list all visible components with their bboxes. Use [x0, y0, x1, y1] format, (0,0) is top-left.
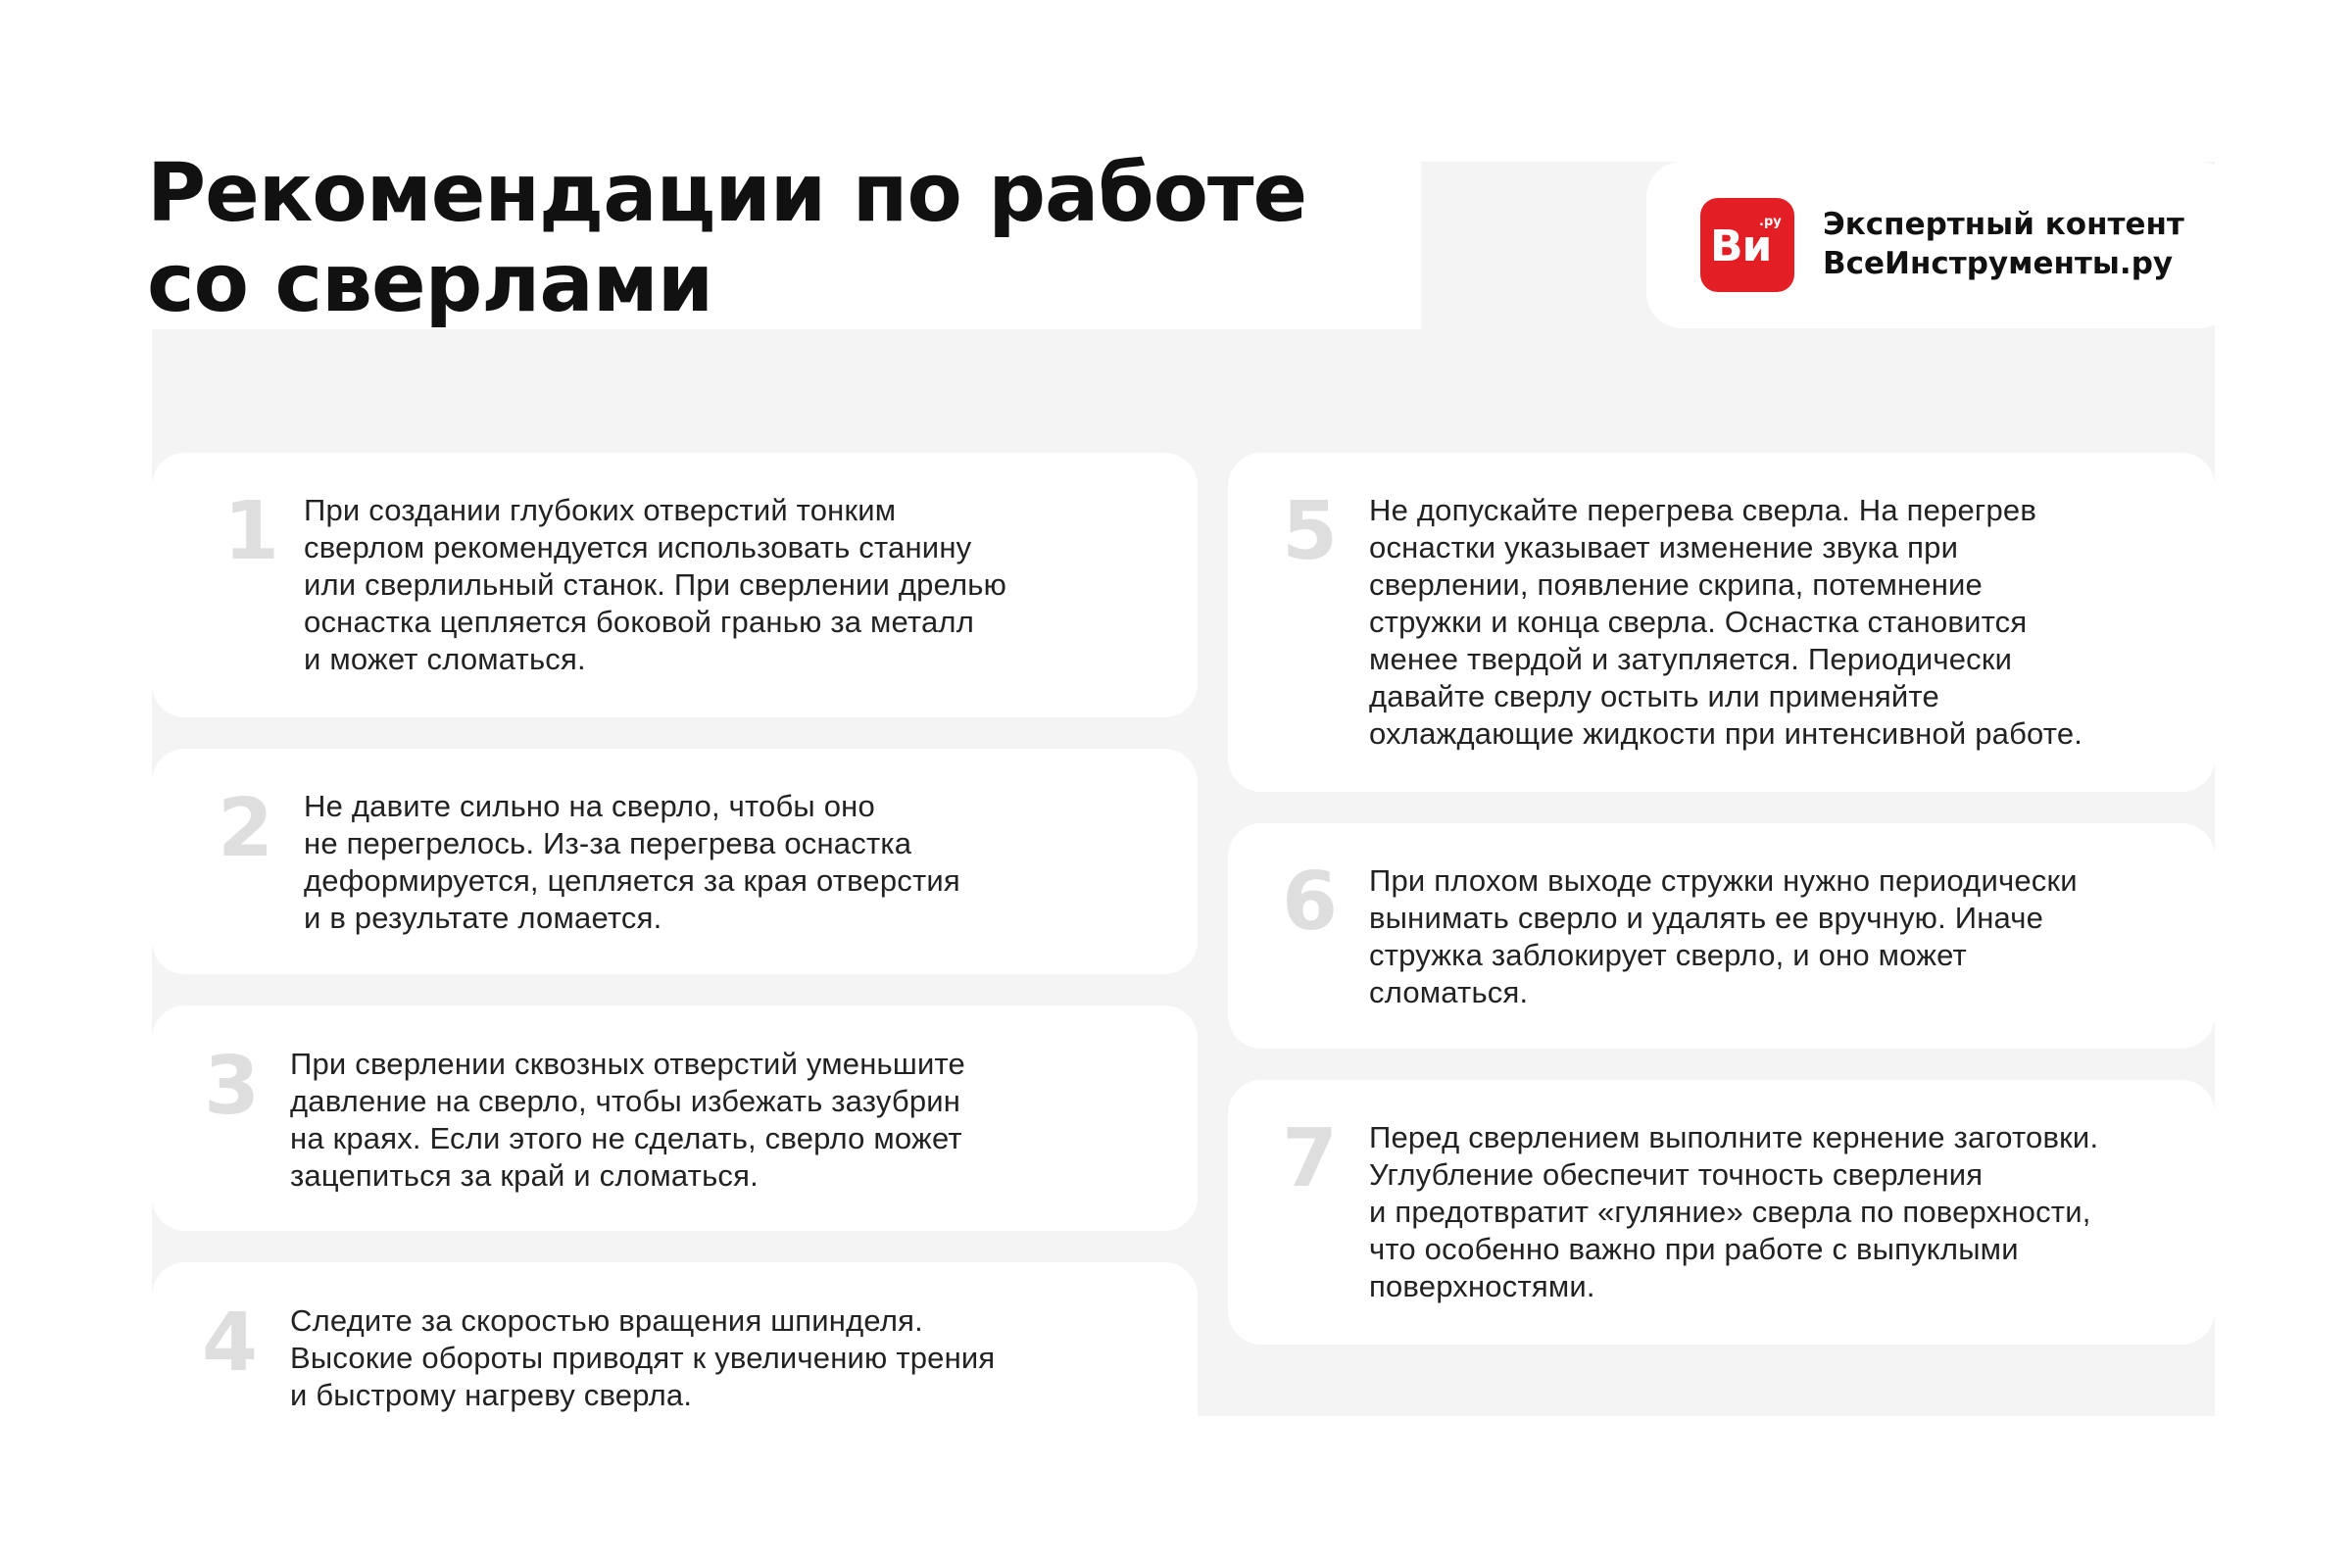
tip-text-6: При плохом выходе стружки нужно периодически вынимать сверло и удалять ее вручную. Иначе стружка заблокирует сверло, и оно может сломаться. — [1369, 863, 2078, 1009]
tip-number-6: 6 — [1282, 856, 1339, 949]
tip-text-7: Перед сверлением выполните кернение заготовки. Углубление обеспечит точность сверления и предотвратит «гуляние» сверла по поверхности, что особенно важно при работе с выпуклыми поверхностями. — [1369, 1120, 2099, 1303]
tip-number-7: 7 — [1282, 1112, 1339, 1205]
brand-logo-text: Ви — [1710, 221, 1772, 271]
tip-number-1: 1 — [223, 485, 280, 578]
brand-caption-line1: Экспертный контент — [1823, 207, 2184, 242]
brand-logo — [1700, 198, 1794, 292]
brand-logo-superscript: .ру — [1759, 215, 1782, 229]
brand-caption-line2: ВсеИнструменты.ру — [1823, 246, 2174, 281]
page-title: Рекомендации по работе со сверлами — [147, 149, 1421, 329]
tip-text-5: Не допускайте перегрева сверла. На перегрев оснастки указывает изменение звука при сверлении, появление скрипа, потемнение стружки и конца сверла. Оснастка становится менее твердой и затупляется. Периодически давайте сверлу остыть или применяйте охлаждающие жидкости при интенсивной работе. — [1369, 493, 2083, 751]
tip-text-4: Следите за скоростью вращения шпинделя. Высокие обороты приводят к увеличению трения и быстрому нагреву сверла. — [290, 1303, 996, 1412]
tip-number-5: 5 — [1282, 485, 1339, 578]
tip-text-3: При сверлении сквозных отверстий уменьшите давление на сверло, чтобы избежать зазубрин на краях. Если этого не сделать, сверло может зацепиться за край и сломаться. — [290, 1047, 965, 1193]
tip-number-4: 4 — [202, 1297, 259, 1390]
tip-number-3: 3 — [204, 1040, 261, 1133]
tip-text-1: При создании глубоких отверстий тонким сверлом рекомендуется использовать станину или сверлильный станок. При сверлении дрелью оснастка цепляется боковой гранью за металл и может сломаться. — [304, 493, 1007, 676]
tip-number-2: 2 — [218, 782, 274, 875]
tip-text-2: Не давите сильно на сверло, чтобы оно не перегрелось. Из-за перегрева оснастка деформируется, цепляется за края отверстия и в результате ломается. — [304, 789, 960, 935]
